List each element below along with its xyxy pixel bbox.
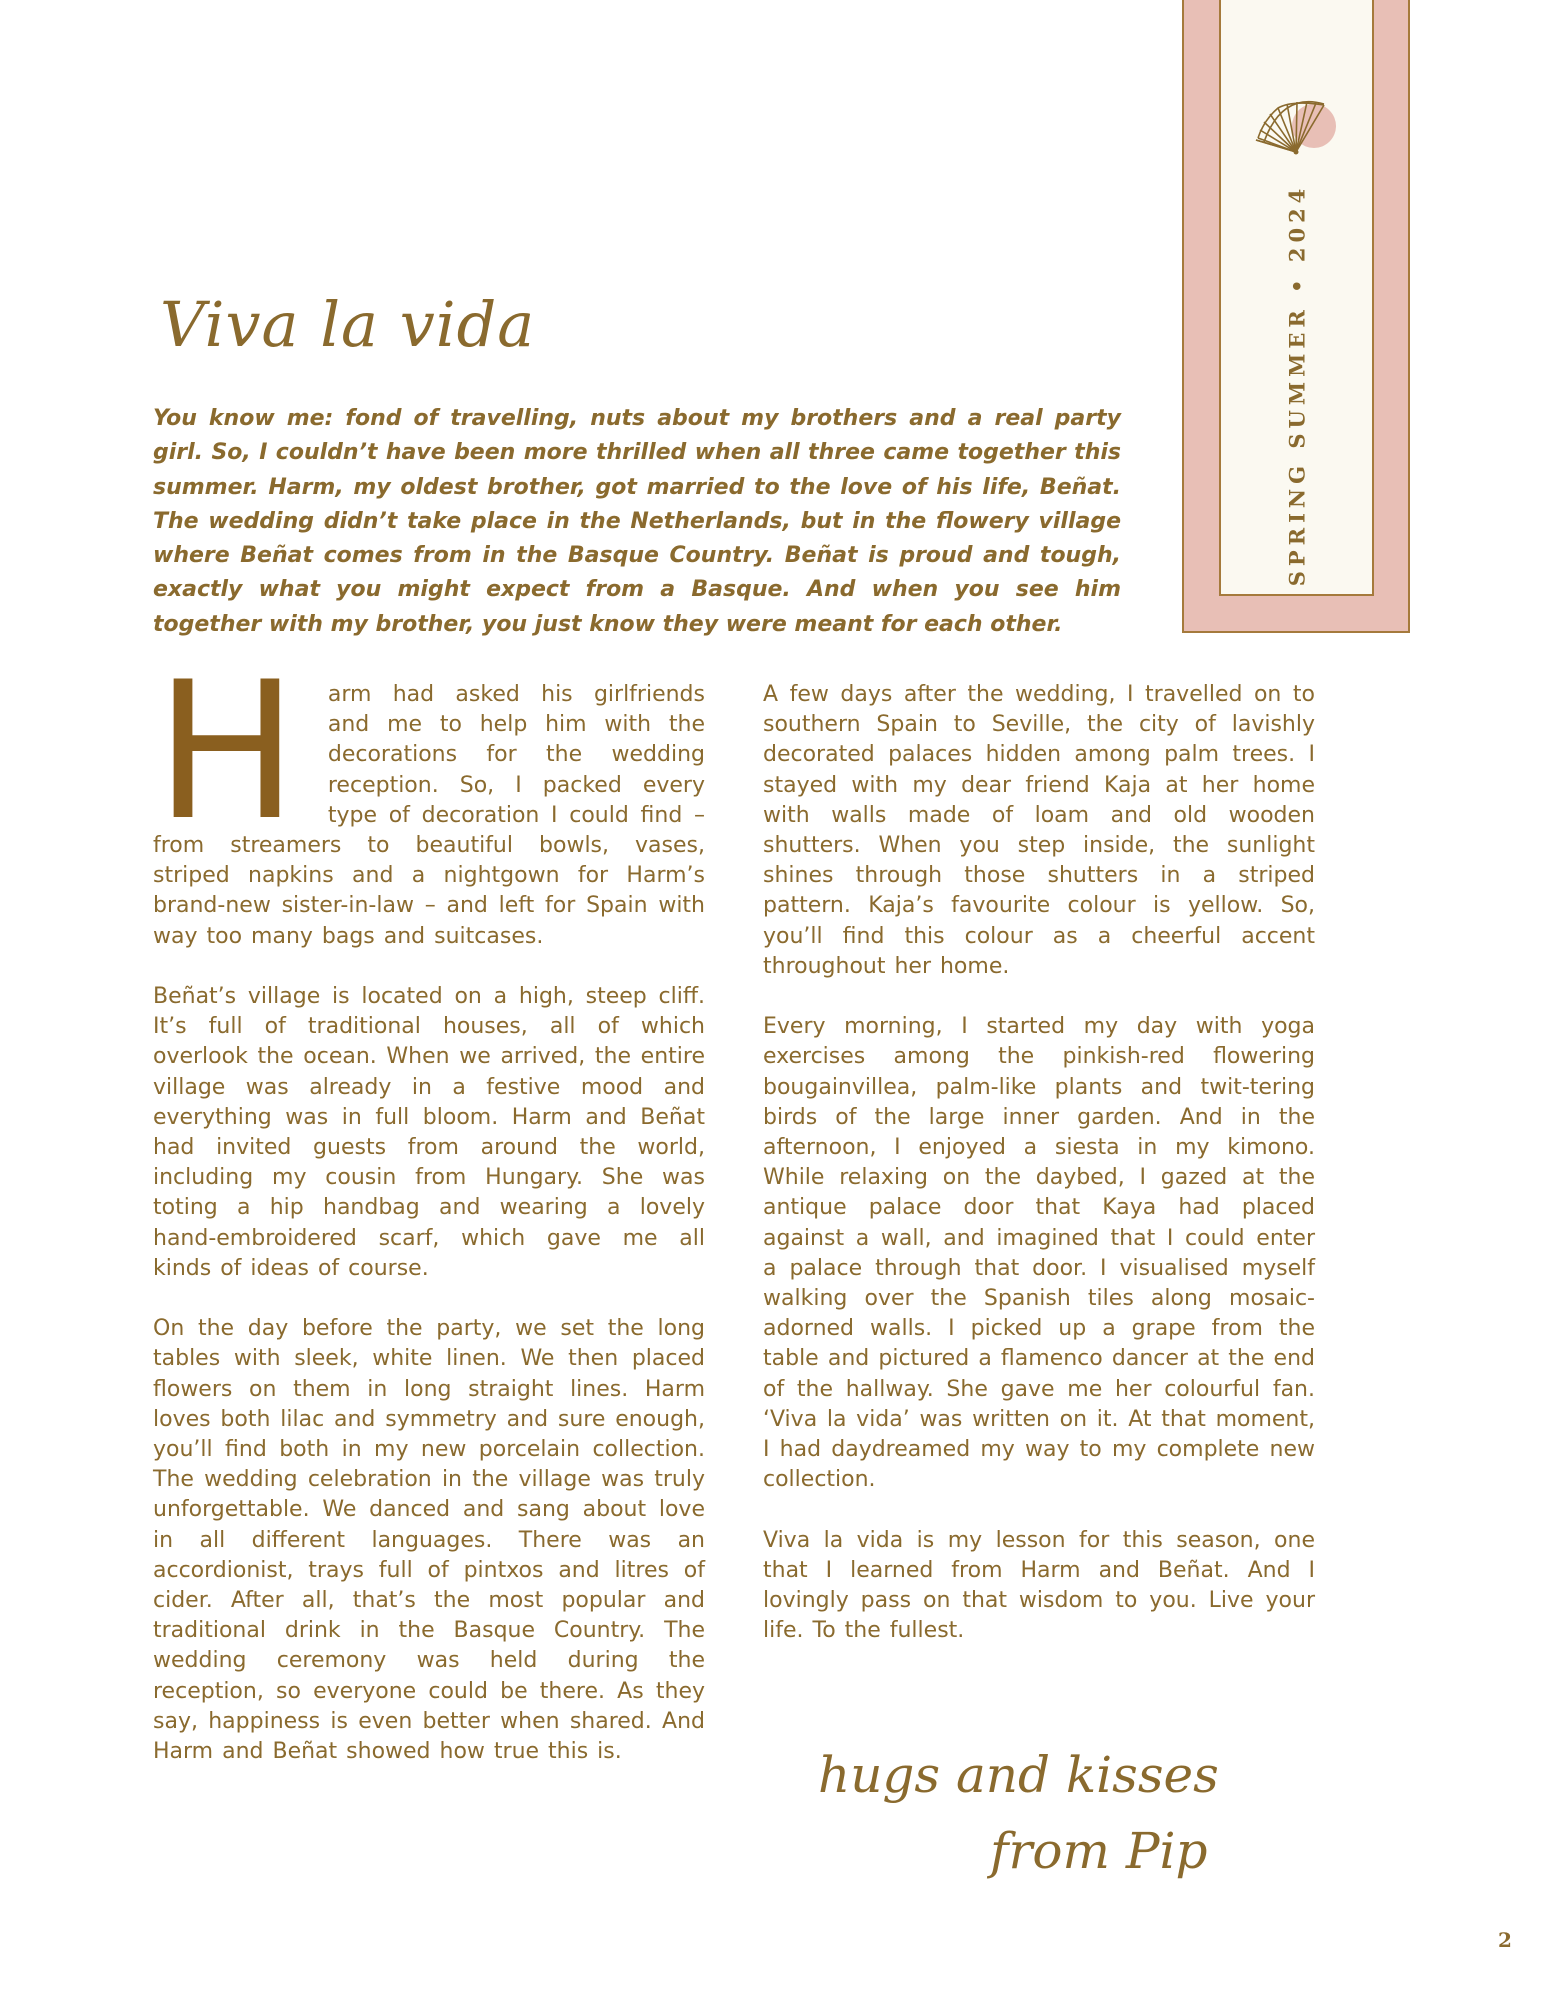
left-paragraph-3: On the day before the party, we set the long tables with sleek, white linen. We then placed flowers on them in long straight lines. Harm loves both lilac and symmetry and sure enough, you’ll find both in my new porcelain collection. The wedding celebration in the village was truly unforgettable. We danced and sang about love in all different languages. There was an accordionist, trays full of pintxos and litres of cider. After all, that’s the most popular and traditional drink in the Basque Country. The wedding ceremony was held during the reception, so everyone could be there. As they say, happiness is even better when shared. And Harm and Beñat showed how true this is. [153, 1316, 705, 1765]
fan-icon [1252, 96, 1342, 158]
signature-line-1: hugs and kisses [818, 1746, 1219, 1804]
season-label: SPRING SUMMER • 2024 [1284, 183, 1310, 587]
signature-line-2: from Pip [990, 1822, 1208, 1880]
left-column [153, 641, 705, 1767]
drop-cap: H [155, 641, 298, 862]
right-paragraph-1: A few days after the wedding, I travelled on to southern Spain to Seville, the city of lavishly decorated palaces hidden among palm trees. I stayed with my dear friend Kaja at her home with walls made of loam and old wooden shutters. When you step inside, the sunlight shines through those shutters in a striped pattern. Kaja’s favourite colour is yellow. So, you’ll find this colour as a cheerful accent throughout her home. [763, 682, 1315, 979]
left-paragraph-1 [153, 641, 705, 952]
intro-paragraph: You know me: fond of travelling, nuts about my brothers and a real party girl. So, I couldn’t have been more thrilled when all three came together this summer. Harm, my oldest brother, got married to the love of his life, Beñat. The wedding didn’t take place in the Netherlands, but in the flowery village where Beñat comes from in the Basque Country. Beñat is proud and tough, exactly what you might expect from a Basque. And when you see him together with my brother, you just know they were meant for each other. [153, 406, 1121, 637]
left-paragraph-1-text: arm had asked his girlfriends and me to help him with the decorations for the wedding reception. So, I packed every type of decoration I could find – from streamers to beautiful bowls, vases, striped napkins and a nightgown for Harm’s brand-new sister-in-law – and left for Spain with way too many bags and suitcases. [153, 682, 705, 949]
page-number: 2 [1498, 1928, 1512, 1952]
page-title: Viva la vida [160, 288, 536, 361]
right-paragraph-3: Viva la vida is my lesson for this season, one that I learned from Harm and Beñat. And I lovingly pass on that wisdom to you. Live your life. To the fullest. [763, 1527, 1315, 1644]
left-paragraph-2: Beñat’s village is located on a high, steep cliff. It’s full of traditional houses, all of which overlook the ocean. When we arrived, the entire village was already in a festive mood and everything was in full bloom. Harm and Beñat had invited guests from around the world, including my cousin from Hungary. She was toting a hip handbag and wearing a lovely hand-embroidered scarf, which gave me all kinds of ideas of course. [153, 984, 705, 1281]
right-column [763, 680, 1315, 1646]
right-paragraph-2: Every morning, I started my day with yoga exercises among the pinkish-red flowering bougainvillea, palm-like plants and twit-tering birds of the large inner garden. And in the afternoon, I enjoyed a siesta in my kimono. While relaxing on the daybed, I gazed at the antique palace door that Kaya had placed against a wall, and imagined that I could enter a palace through that door. I visualised myself walking over the Spanish tiles along mosaic-adorned walls. I picked up a grape from the table and pictured a flamenco dancer at the end of the hallway. She gave me her colourful fan. ‘Viva la vida’ was written on it. At that moment, I had daydreamed my way to my complete new collection. [763, 1014, 1315, 1493]
